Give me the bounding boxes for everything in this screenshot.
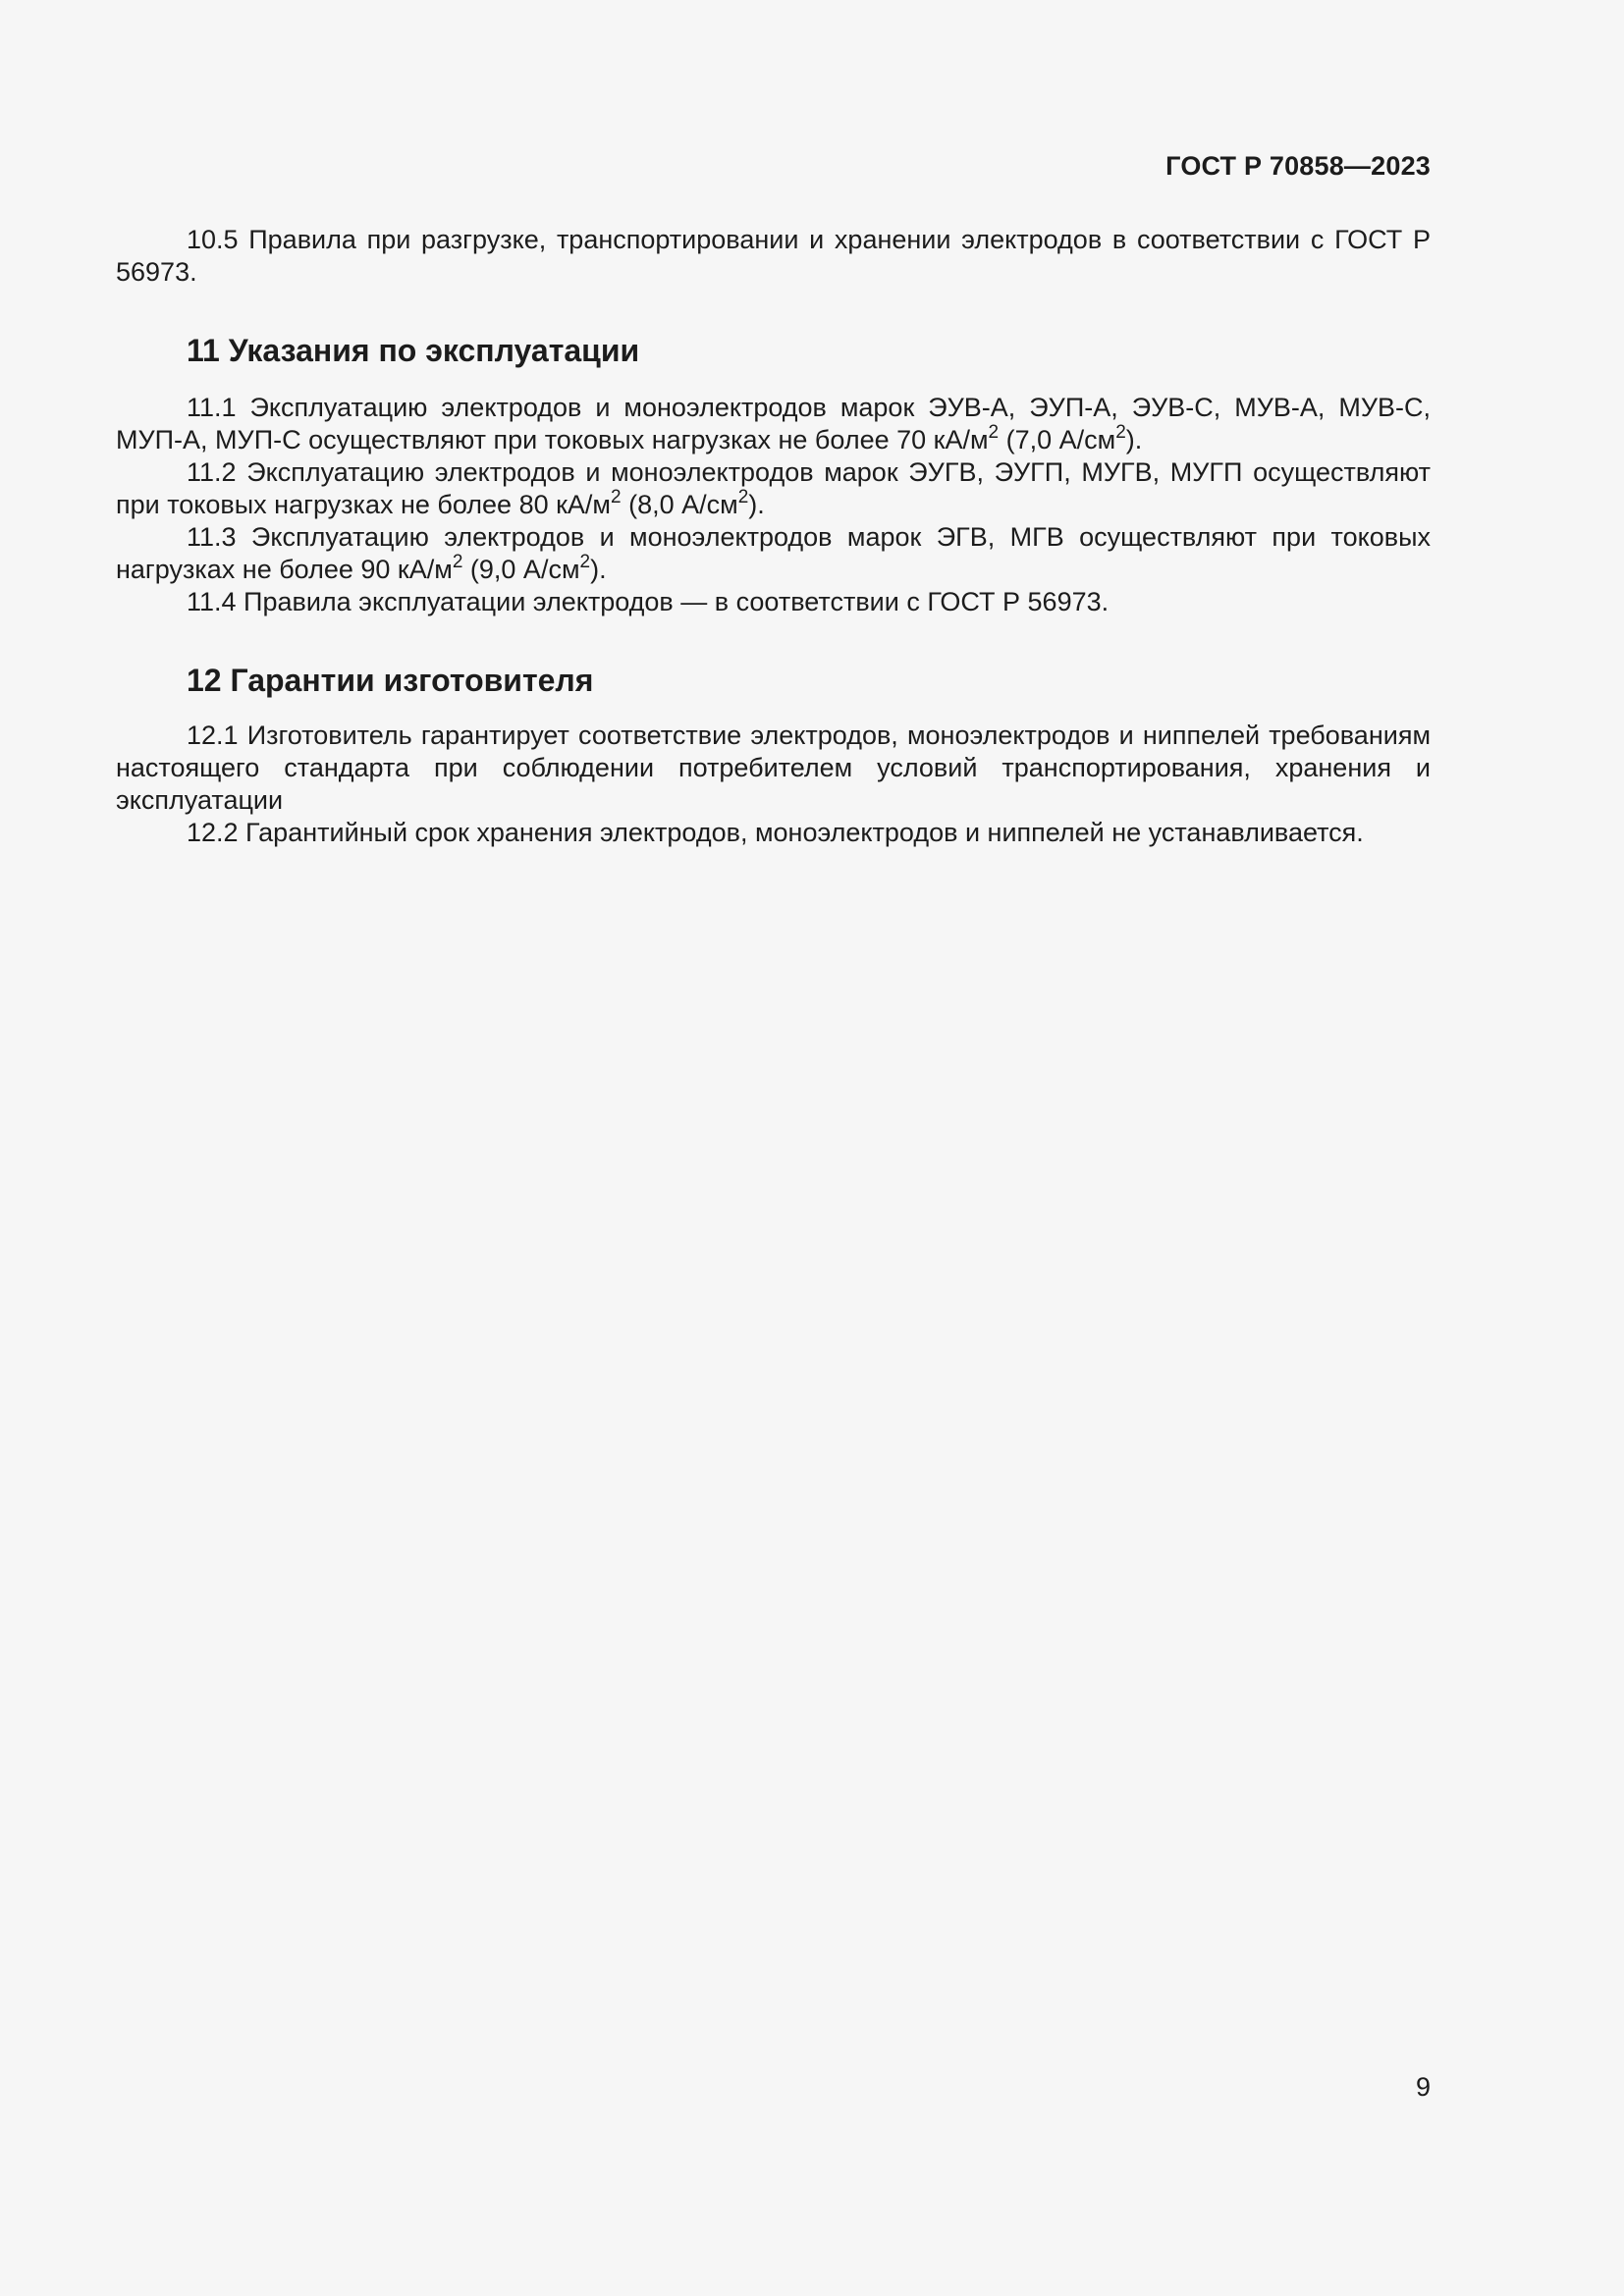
paragraph-11-2-text: 11.2 Эксплуатацию электродов и моноэлектродов марок ЭУГВ, ЭУГП, МУГВ, МУГП осуществляют при токовых нагрузках не более 80 кА/м xyxy=(116,457,1431,519)
paragraph-11-2-end: ). xyxy=(748,490,765,519)
paragraph-12-1: 12.1 Изготовитель гарантирует соответствие электродов, моноэлектродов и ниппелей требованиям настоящего стандарта при соблюдении потребителем условий транспортирования, хранения и эксплуатации xyxy=(116,721,1431,815)
paragraph-11-4: 11.4 Правила эксплуатации электродов — в соответствии с ГОСТ Р 56973. xyxy=(187,587,1110,616)
superscript: 2 xyxy=(1115,422,1126,443)
superscript: 2 xyxy=(737,487,749,507)
document-code: ГОСТ Р 70858—2023 xyxy=(1165,151,1431,181)
section-12-heading: 12 Гарантии изготовителя xyxy=(187,663,594,698)
paragraph-11-2 xyxy=(116,456,1431,521)
superscript: 2 xyxy=(452,552,463,572)
paragraph-11-1-text: 11.1 Эксплуатацию электродов и моноэлектродов марок ЭУВ-А, ЭУП-А, ЭУВ-С, МУВ-А, МУВ-С, МУП-А, МУП-С осуществляют при токовых нагрузках не более 70 кА/м xyxy=(116,393,1431,454)
paragraph-11-1 xyxy=(116,392,1431,456)
paragraph-11-3-value: (9,0 А/см xyxy=(462,555,580,584)
superscript: 2 xyxy=(579,552,591,572)
paragraph-11-3-end: ). xyxy=(590,555,607,584)
paragraph-12-2: 12.2 Гарантийный срок хранения электродов, моноэлектродов и ниппелей не устанавливается. xyxy=(187,818,1364,847)
paragraph-11-3-text: 11.3 Эксплуатацию электродов и моноэлектродов марок ЭГВ, МГВ осуществляют при токовых нагрузках не более 90 кА/м xyxy=(116,522,1431,584)
superscript: 2 xyxy=(611,487,622,507)
paragraph-11-3 xyxy=(116,521,1431,586)
superscript: 2 xyxy=(988,422,1000,443)
section-11-text xyxy=(116,392,1431,618)
section-10-text xyxy=(116,224,1431,289)
paragraph-11-1-value: (7,0 А/см xyxy=(999,425,1116,454)
paragraph-11-2-value: (8,0 А/см xyxy=(621,490,738,519)
paragraph-11-1-end: ). xyxy=(1125,425,1143,454)
paragraph-10-5: 10.5 Правила при разгрузке, транспортировании и хранении электродов в соответствии с ГОСТ Р 56973. xyxy=(116,225,1431,287)
page-number: 9 xyxy=(1415,2072,1431,2102)
section-12-text xyxy=(116,720,1431,849)
section-11-heading: 11 Указания по эксплуатации xyxy=(187,333,640,368)
